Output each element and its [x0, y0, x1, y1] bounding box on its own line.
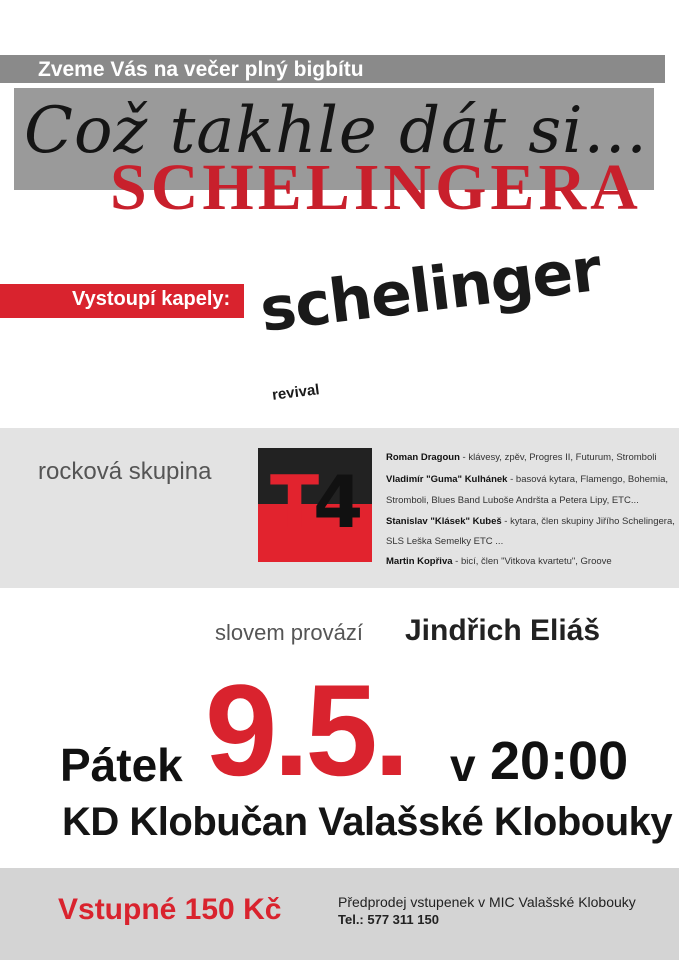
member-line: Martin Kopřiva - bicí, člen "Vitkova kvartetu", Groove — [386, 556, 612, 567]
member-line: Stromboli, Blues Band Luboše Andršta a Petera Lipy, ETC... — [386, 495, 639, 506]
event-day: Pátek — [60, 739, 183, 791]
t4-logo-letter: T — [270, 460, 314, 544]
t4-logo-digit: 4 — [313, 460, 358, 544]
member-line: Roman Dragoun - klávesy, zpěv, Progres II, Futurum, Stromboli — [386, 452, 657, 463]
bands-label: Vystoupí kapely: — [72, 288, 231, 310]
member-line: Stanislav "Klásek" Kubeš - kytara, člen skupiny Jiřího Schelingera, — [386, 516, 675, 527]
member-line: SLS Leška Semelky ETC ... — [386, 536, 504, 547]
event-time: 20:00 — [490, 731, 629, 791]
event-time-prefix: v — [450, 739, 476, 791]
presale-info: Předprodej vstupenek v MIC Valašské Klobouky — [338, 894, 636, 910]
phone-number: Tel.: 577 311 150 — [338, 912, 439, 927]
title-main: SCHELINGERA — [110, 151, 642, 224]
event-venue: KD Klobučan Valašské Klobouky — [62, 800, 673, 844]
invite-text: Zveme Vás na večer plný bigbítu — [38, 58, 364, 81]
event-date: 9.5. — [205, 657, 406, 803]
host-name: Jindřich Eliáš — [405, 614, 601, 647]
t4-logo — [258, 448, 372, 562]
entry-fee: Vstupné 150 Kč — [58, 893, 282, 926]
schelinger-logo-sub: revival — [271, 381, 321, 404]
host-label: slovem provází — [215, 620, 363, 645]
member-line: Vladimír "Guma" Kulhánek - basová kytara, Flamengo, Bohemia, — [386, 474, 668, 485]
title-script: Což takhle dát si... — [24, 94, 648, 168]
schelinger-logo: schelinger — [256, 234, 605, 346]
group-label: rocková skupina — [38, 458, 212, 485]
t4-logo-text — [270, 462, 357, 542]
